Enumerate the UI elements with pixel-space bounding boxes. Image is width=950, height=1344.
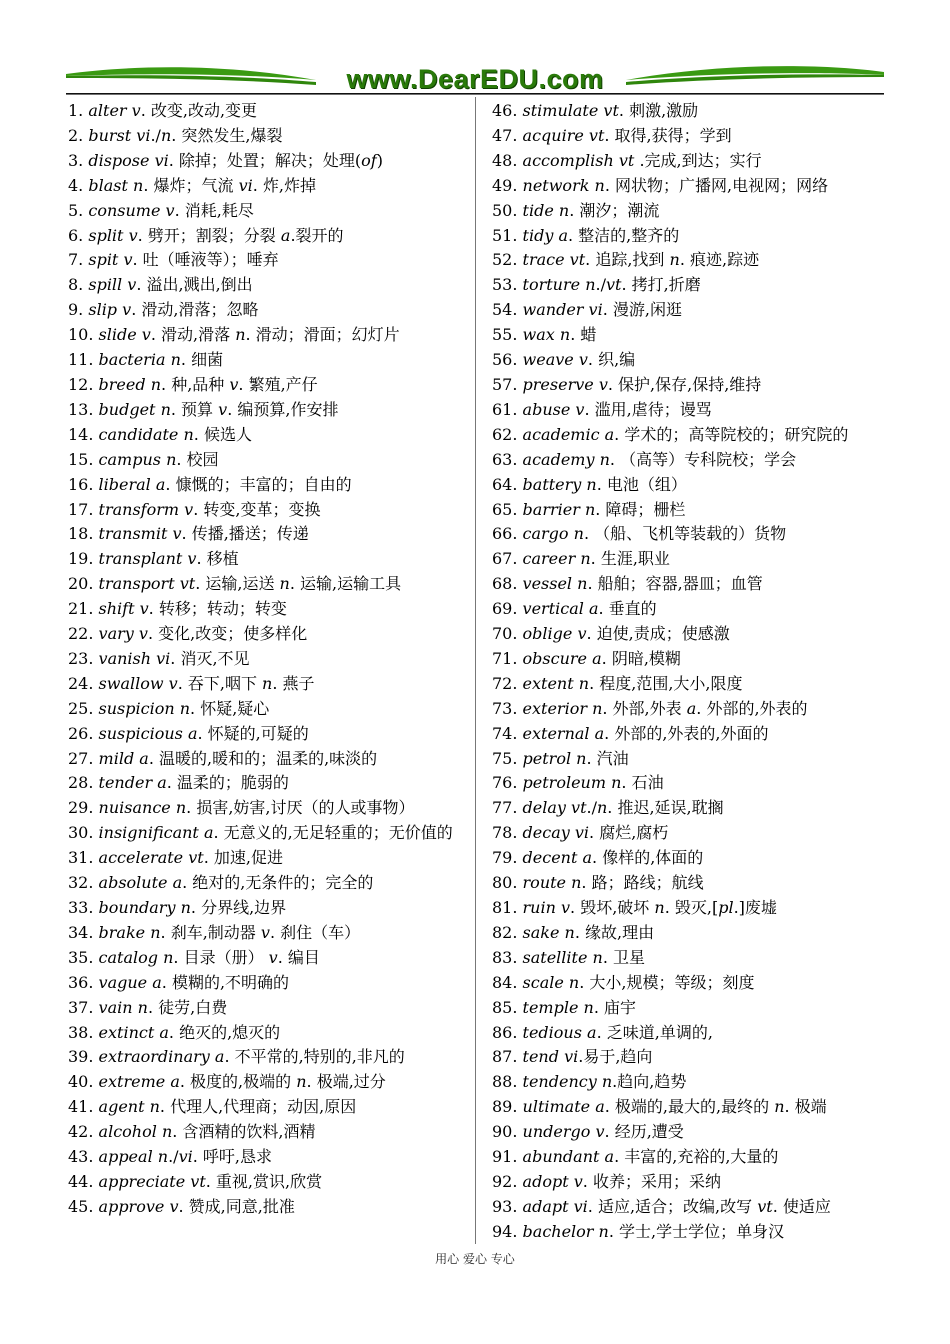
vocab-entry: 91. abundant a. 丰富的,充裕的,大量的 <box>492 1147 779 1167</box>
vocab-entry: 8. spill v. 溢出,溅出,倒出 <box>68 275 253 295</box>
vocab-list-right <box>492 99 884 1245</box>
vocab-entry: 77. delay vt./n. 推迟,延误,耽搁 <box>492 798 724 818</box>
vocab-entry: 75. petrol n. 汽油 <box>492 748 629 768</box>
vocab-entry: 69. vertical a. 垂直的 <box>492 599 657 619</box>
vocab-entry: 78. decay vi. 腐烂,腐朽 <box>492 823 669 843</box>
vocab-entry: 93. adapt vi. 适应,适合；改编,改写 vt. 使适应 <box>492 1196 831 1216</box>
vocab-entry: 53. torture n./vt. 拷打,折磨 <box>492 275 701 295</box>
vocab-entry: 70. oblige v. 迫使,责成；使感激 <box>492 624 730 644</box>
vocab-entry: 20. transport vt. 运输,运送 n. 运输,运输工具 <box>68 574 402 594</box>
vocab-entry: 44. appreciate vt. 重视,赏识,欣赏 <box>68 1171 323 1191</box>
vocab-entry: 45. approve v. 赞成,同意,批准 <box>68 1196 295 1216</box>
vocab-entry: 83. satellite n. 卫星 <box>492 947 646 967</box>
vocab-entry: 64. battery n. 电池（组） <box>492 474 687 494</box>
vocab-entry: 38. extinct a. 绝灭的,熄灭的 <box>68 1022 281 1042</box>
vocab-entry: 25. suspicion n. 怀疑,疑心 <box>68 698 270 718</box>
vocab-entry: 86. tedious a. 乏味道,单调的, <box>492 1022 713 1042</box>
vocab-entry: 68. vessel n. 船舶；容器,器皿；血管 <box>492 574 763 594</box>
vocab-entry: 74. external a. 外部的,外表的,外面的 <box>492 723 769 743</box>
vocab-entry: 81. ruin v. 毁坏,破坏 n. 毁灭,[pl.]废墟 <box>492 898 777 917</box>
column-divider <box>475 97 476 1244</box>
vocab-entry: 31. accelerate vt. 加速,促进 <box>68 848 283 868</box>
vocab-entry: 49. network n. 网状物；广播网,电视网；网络 <box>492 175 829 195</box>
vocab-entry: 56. weave v. 织,编 <box>492 350 636 370</box>
vocab-entry: 33. boundary n. 分界线,边界 <box>68 898 287 917</box>
vocab-entry: 6. split v. 劈开；割裂；分裂 a.裂开的 <box>68 225 344 245</box>
vocab-entry: 26. suspicious a. 怀疑的,可疑的 <box>68 723 309 743</box>
vocab-entry: 43. appeal n./vi. 呼吁,恳求 <box>68 1147 272 1167</box>
vocab-entry: 7. spit v. 吐（唾液等）；唾弃 <box>68 250 279 270</box>
vocab-entry: 19. transplant v. 移植 <box>68 549 239 569</box>
vocab-entry: 61. abuse v. 滥用,虐待；谩骂 <box>492 399 712 419</box>
vocab-entry: 32. absolute a. 绝对的,无条件的；完全的 <box>68 873 374 893</box>
vocab-entry: 90. undergo v. 经历,遭受 <box>492 1122 684 1142</box>
vocab-entry: 89. ultimate a. 极端的,最大的,最终的 n. 极端 <box>492 1097 827 1117</box>
vocab-entry: 63. academy n. （高等）专科院校；学会 <box>492 449 797 469</box>
vocab-entry: 28. tender a. 温柔的；脆弱的 <box>68 773 289 793</box>
vocab-entry: 72. extent n. 程度,范围,大小,限度 <box>492 673 743 693</box>
vocab-entry: 18. transmit v. 传播,播送；传递 <box>68 524 309 544</box>
vocab-entry: 12. breed n. 种,品种 v. 繁殖,产仔 <box>68 374 318 394</box>
vocab-entry: 29. nuisance n. 损害,妨害,讨厌（的人或事物） <box>68 798 415 818</box>
vocab-entry: 46. stimulate vt. 刺激,激励 <box>492 101 699 120</box>
vocab-entry: 37. vain n. 徒劳,白费 <box>68 997 228 1017</box>
vocab-entry: 14. candidate n. 候选人 <box>68 424 252 444</box>
vocab-entry: 62. academic a. 学术的；高等院校的；研究院的 <box>492 424 849 444</box>
vocab-entry: 36. vague a. 模糊的,不明确的 <box>68 972 290 992</box>
vocab-entry: 71. obscure a. 阴暗,模糊 <box>492 648 681 668</box>
vocab-entry: 10. slide v. 滑动,滑落 n. 滑动；滑面；幻灯片 <box>68 325 400 345</box>
vocab-entry: 94. bachelor n. 学士,学士学位；单身汉 <box>492 1221 785 1241</box>
vocab-entry: 11. bacteria n. 细菌 <box>68 350 224 370</box>
vocab-entry: 13. budget n. 预算 v. 编预算,作安排 <box>68 399 339 419</box>
vocab-entry: 52. trace vt. 追踪,找到 n. 痕迹,踪迹 <box>492 250 760 270</box>
vocab-entry: 16. liberal a. 慷慨的；丰富的；自由的 <box>68 474 352 494</box>
vocab-entry: 48. accomplish vt .完成,到达；实行 <box>492 150 762 170</box>
vocab-entry: 47. acquire vt. 取得,获得；学到 <box>492 125 732 145</box>
vocab-entry: 23. vanish vi. 消灭,不见 <box>68 648 250 668</box>
vocab-entry: 22. vary v. 变化,改变；使多样化 <box>68 624 308 644</box>
vocab-entry: 80. route n. 路；路线；航线 <box>492 873 704 893</box>
vocab-entry: 3. dispose vi. 除掉；处置；解决；处理(of) <box>68 150 383 170</box>
vocab-entry: 88. tendency n.趋向,趋势 <box>492 1072 687 1092</box>
vocab-entry: 50. tide n. 潮汐；潮流 <box>492 200 660 220</box>
vocab-entry: 35. catalog n. 目录（册） v. 编目 <box>68 947 320 967</box>
vocab-entry: 39. extraordinary a. 不平常的,特别的,非凡的 <box>68 1047 405 1067</box>
vocab-entry: 27. mild a. 温暖的,暖和的；温柔的,味淡的 <box>68 748 378 768</box>
vocab-entry: 42. alcohol n. 含酒精的饮料,酒精 <box>68 1122 316 1142</box>
vocab-entry: 9. slip v. 滑动,滑落；忽略 <box>68 300 259 320</box>
vocab-entry: 67. career n. 生涯,职业 <box>492 549 670 569</box>
vocab-entry: 73. exterior n. 外部,外表 a. 外部的,外表的 <box>492 698 808 718</box>
vocab-entry: 30. insignificant a. 无意义的,无足轻重的；无价值的 <box>68 823 453 843</box>
vocab-entry: 92. adopt v. 收养；采用；采纳 <box>492 1171 721 1191</box>
vocab-entry: 55. wax n. 蜡 <box>492 325 597 345</box>
vocab-entry: 84. scale n. 大小,规模；等级；刻度 <box>492 972 755 992</box>
vocab-entry: 34. brake n. 刹车,制动器 v. 刹住（车） <box>68 922 361 942</box>
vocab-entry: 51. tidy a. 整洁的,整齐的 <box>492 225 680 245</box>
vocab-entry: 66. cargo n. （船、飞机等装载的）货物 <box>492 524 787 544</box>
vocab-entry: 57. preserve v. 保护,保存,保持,维持 <box>492 374 762 394</box>
vocab-entry: 15. campus n. 校园 <box>68 449 219 469</box>
vocab-entry: 65. barrier n. 障碍；栅栏 <box>492 499 686 519</box>
vocab-entry: 4. blast n. 爆炸；气流 vi. 炸,炸掉 <box>68 175 316 195</box>
vocab-entry: 82. sake n. 缘故,理由 <box>492 922 655 942</box>
vocab-entry: 21. shift v. 转移；转动；转变 <box>68 599 287 619</box>
vocab-entry: 41. agent n. 代理人,代理商；动因,原因 <box>68 1097 357 1117</box>
vocab-entry: 54. wander vi. 漫游,闲逛 <box>492 300 682 320</box>
vocab-entry: 40. extreme a. 极度的,极端的 n. 极端,过分 <box>68 1072 386 1092</box>
vocab-entry: 79. decent a. 像样的,体面的 <box>492 848 704 868</box>
vocab-entry: 1. alter v. 改变,改动,变更 <box>68 101 258 120</box>
vocab-entry: 87. tend vi.易于,趋向 <box>492 1047 653 1067</box>
vocab-list-left <box>68 99 466 1220</box>
site-logo-text: www.DearEDU.com <box>346 64 604 94</box>
site-header <box>66 62 884 96</box>
page-footer: 用心 爱心 专心 <box>435 1252 515 1266</box>
vocab-entry: 17. transform v. 转变,变革；变换 <box>68 499 321 519</box>
vocab-entry: 2. burst vi./n. 突然发生,爆裂 <box>68 125 283 145</box>
vocab-entry: 24. swallow v. 吞下,咽下 n. 燕子 <box>68 673 315 693</box>
vocab-entry: 76. petroleum n. 石油 <box>492 773 664 793</box>
vocab-entry: 85. temple n. 庙宇 <box>492 997 637 1017</box>
vocab-entry: 5. consume v. 消耗,耗尽 <box>68 200 254 220</box>
